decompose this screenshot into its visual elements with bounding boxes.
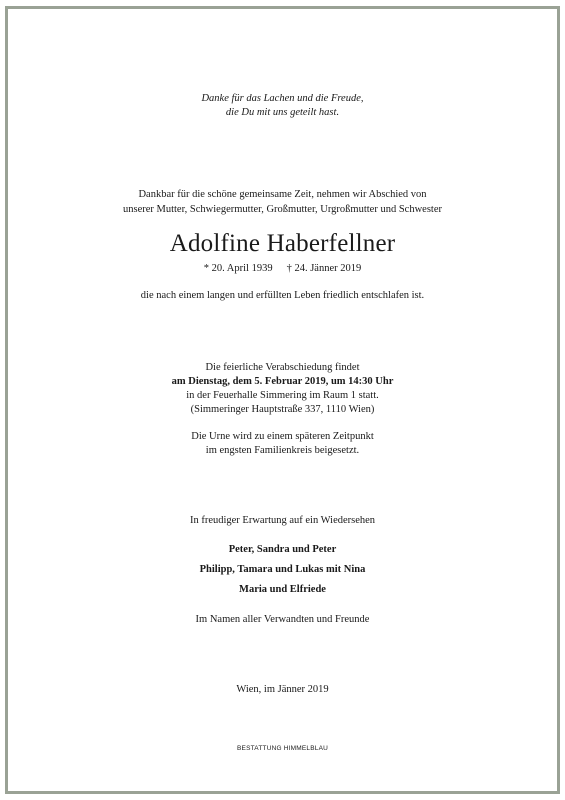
family-line: Maria und Elfriede — [239, 584, 326, 595]
ceremony-line-1: Die feierliche Verabschiedung findet — [205, 362, 360, 373]
family-line: Peter, Sandra und Peter — [228, 544, 337, 555]
life-dates — [0, 262, 565, 276]
urn-line-1: Die Urne wird zu einem späteren Zeitpunkt — [191, 431, 374, 442]
family-line: Philipp, Tamara und Lukas mit Nina — [199, 564, 366, 575]
birth-date: * 20. April 1939 — [203, 263, 273, 274]
motto-line-1: Danke für das Lachen und die Freude, — [201, 93, 364, 104]
ceremony-location: in der Feuerhalle Simmering im Raum 1 statt. — [186, 390, 379, 401]
relatives-text: Im Namen aller Verwandten und Freunde — [195, 614, 370, 625]
passing-text: die nach einem langen und erfüllten Leben friedlich entschlafen ist. — [140, 290, 425, 301]
ceremony-address: (Simmeringer Hauptstraße 337, 1110 Wien) — [190, 404, 375, 415]
place-date: Wien, im Jänner 2019 — [236, 684, 329, 695]
ceremony-date-time: am Dienstag, dem 5. Februar 2019, um 14:30 Uhr — [171, 376, 394, 387]
deceased-name: Adolfine Haberfellner — [169, 230, 396, 257]
funeral-home-name: BESTATTUNG HIMMELBLAU — [237, 745, 328, 752]
death-date: † 24. Jänner 2019 — [286, 263, 362, 274]
intro-line-2: unserer Mutter, Schwiegermutter, Großmutter, Urgroßmutter und Schwester — [122, 204, 442, 215]
urn-line-2: im engsten Familienkreis beigesetzt. — [205, 445, 360, 456]
intro-line-1: Dankbar für die schöne gemeinsame Zeit, nehmen wir Abschied von — [138, 189, 427, 200]
motto-line-2: die Du mit uns geteilt hast. — [225, 107, 340, 118]
closing-text: In freudiger Erwartung auf ein Wiedersehen — [189, 515, 376, 526]
